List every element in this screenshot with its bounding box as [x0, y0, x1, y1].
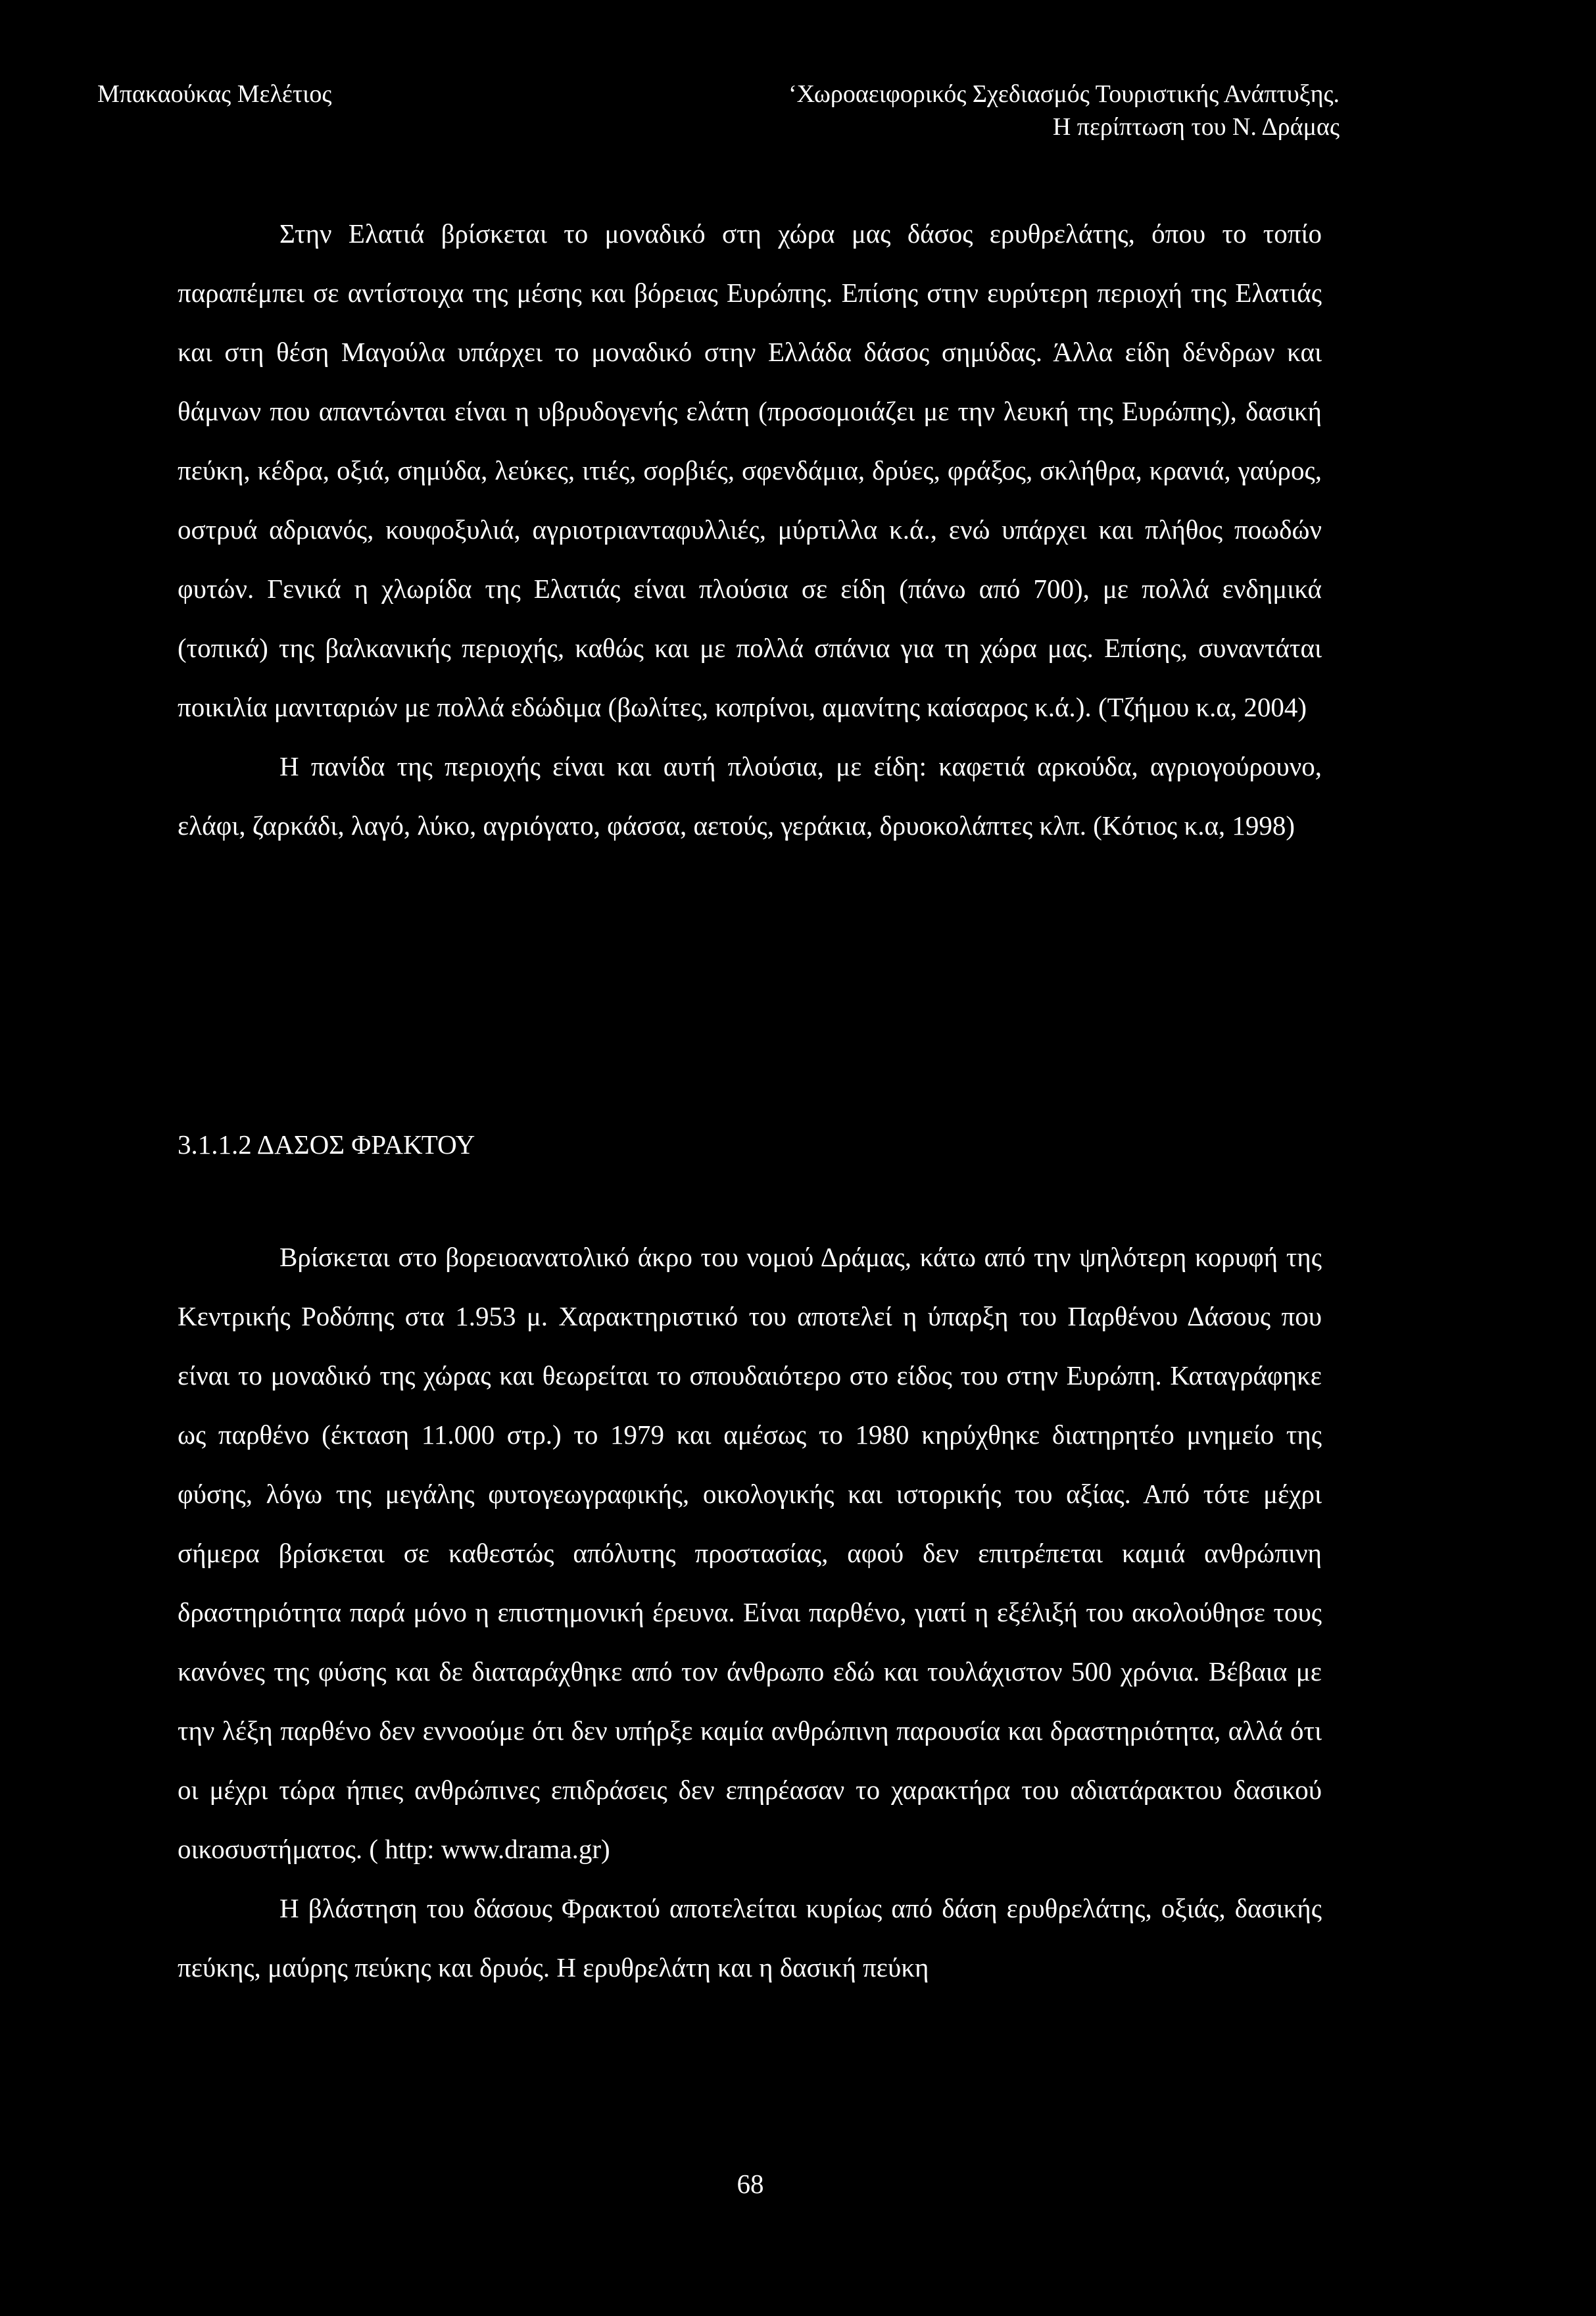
header-title: [788, 78, 1340, 143]
section-elatia-text: [178, 204, 1322, 855]
paragraph-flora: Στην Ελατιά βρίσκεται το μοναδικό στη χώρα μας δάσος ερυθρελάτης, όπου το τοπίο παραπέμπει σε αντίστοιχα της μέσης και βόρειας Ευρώπης. Επίσης στην ευρύτερη περιοχή της Ελατιάς και στη θέση Μαγούλα υπάρχει το μοναδικό στην Ελλάδα δάσος σημύδας. Άλλα είδη δένδρων και θάμνων που απαντώνται είναι η υβρυδογενής ελάτη (προσομοιάζει με την λευκή της Ευρώπης), δασική πεύκη, κέδρα, οξιά, σημύδα, λεύκες, ιτιές, σορβιές, σφενδάμια, δρύες, φράξος, σκλήθρα, κρανιά, γαύρος, οστρυά αδριανός, κουφοξυλιά, αγριοτριανταφυλλιές, μύρτιλλα κ.ά., ενώ υπάρχει και πλήθος ποωδών φυτών. Γενικά η χλωρίδα της Ελατιάς είναι πλούσια σε είδη (πάνω από 700), με πολλά ενδημικά (τοπικά) της βαλκανικής περιοχής, καθώς και με πολλά σπάνια για τη χώρα μας. Επίσης, συναντάται ποικιλία μανιταριών με πολλά εδώδιμα (βωλίτες, κοπρίνοι, αμανίτης καίσαρος κ.ά.). (Τζήμου κ.α, 2004): [178, 218, 1322, 722]
paragraph-fauna: Η πανίδα της περιοχής είναι και αυτή πλούσια, με είδη: καφετιά αρκούδα, αγριογούρουνο, ελάφι, ζαρκάδι, λαγό, λύκο, αγριόγατο, φάσσα, αετούς, γεράκια, δρυοκολάπτες κλπ. (Κότιος κ.α, 1998): [178, 751, 1322, 841]
section-fraktos-text: [178, 1227, 1322, 1997]
header-title-line-2: Η περίπτωση του Ν. Δράμας: [1052, 113, 1340, 141]
section-heading: 3.1.1.2 ΔΑΣΟΣ ΦΡΑΚΤΟΥ: [178, 1129, 475, 1160]
paragraph-fraktos-vegetation: Η βλάστηση του δάσους Φρακτού αποτελείται κυρίως από δάση ερυθρελάτης, οξιάς, δασικής πεύκης, μαύρης πεύκης και δρυός. Η ερυθρελάτη και η δασική πεύκη: [178, 1893, 1322, 1983]
header-title-line-1: ‘Χωροαειφορικός Σχεδιασμός Τουριστικής Ανάπτυξης.: [788, 80, 1340, 108]
header-author: Μπακαούκας Μελέτιος: [97, 80, 332, 108]
page-number: 68: [737, 2169, 764, 2199]
paragraph-fraktos-description: Βρίσκεται στο βορειοανατολικό άκρο του νομού Δράμας, κάτω από την ψηλότερη κορυφή της Κεντρικής Ροδόπης στα 1.953 μ. Χαρακτηριστικό του αποτελεί η ύπαρξη του Παρθένου Δάσους που είναι το μοναδικό της χώρας και θεωρείται το σπουδαιότερο στο είδος του στην Ευρώπη. Καταγράφηκε ως παρθένο (έκταση 11.000 στρ.) το 1979 και αμέσως το 1980 κηρύχθηκε διατηρητέο μνημείο της φύσης, λόγω της μεγάλης φυτογεωγραφικής, οικολογικής και ιστορικής του αξίας. Από τότε μέχρι σήμερα βρίσκεται σε καθεστώς απόλυτης προστασίας, αφού δεν επιτρέπεται καμιά ανθρώπινη δραστηριότητα παρά μόνο η επιστημονική έρευνα. Είναι παρθένο, γιατί η εξέλιξή του ακολούθησε τους κανόνες της φύσης και δε διαταράχθηκε από τον άνθρωπο εδώ και τουλάχιστον 500 χρόνια. Βέβαια με την λέξη παρθένο δεν εννοούμε ότι δεν υπήρξε καμία ανθρώπινη παρουσία και δραστηριότητα, αλλά ότι οι μέχρι τώρα ήπιες ανθρώπινες επιδράσεις δεν επηρέασαν το χαρακτήρα του αδιατάρακτου δασικού οικοσυστήματος. ( http: www.drama.gr): [178, 1242, 1322, 1864]
